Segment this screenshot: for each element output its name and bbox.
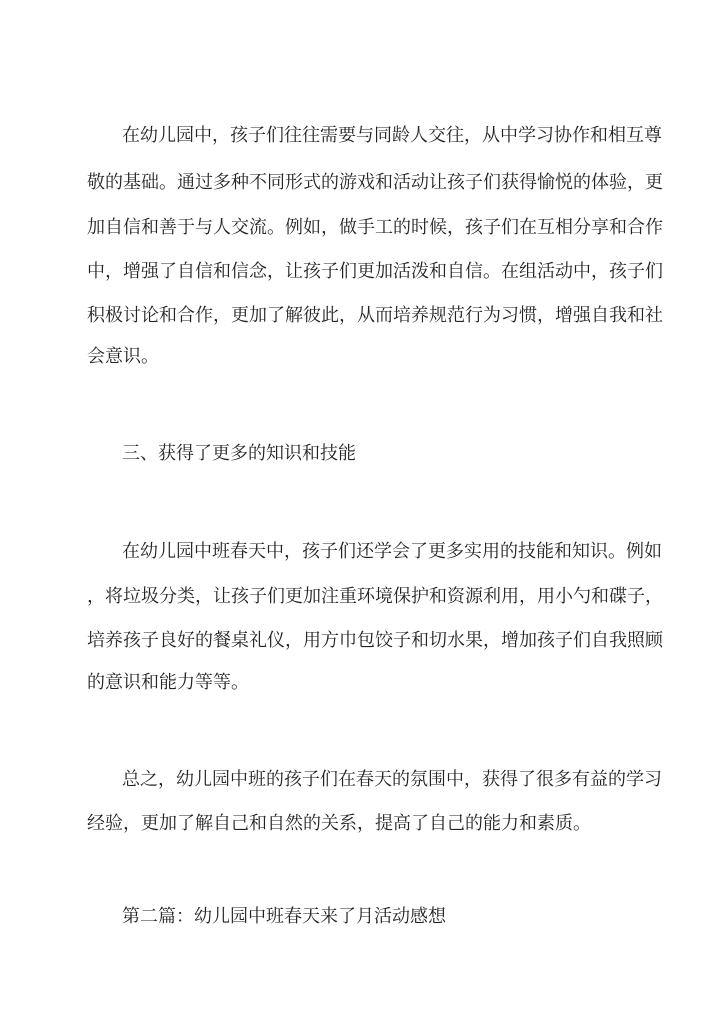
- part-two-heading: 第二篇：幼儿园中班春天来了月活动感想: [122, 906, 446, 927]
- paragraph-line: ，将垃圾分类，让孩子们更加注重环境保护和资源利用，用小勺和碟子，: [87, 586, 663, 607]
- paragraph-line: 在幼儿园中班春天中，孩子们还学会了更多实用的技能和知识。例如: [122, 541, 662, 562]
- paragraph-line: 的意识和能力等等。: [87, 672, 249, 693]
- section-heading: 三、获得了更多的知识和技能: [122, 443, 356, 464]
- paragraph-line: 敬的基础。通过多种不同形式的游戏和活动让孩子们获得愉悦的体验，更: [87, 172, 663, 193]
- paragraph-line: 在幼儿园中，孩子们往往需要与同龄人交往，从中学习协作和相互尊: [122, 125, 662, 146]
- paragraph-line: 中，增强了自信和信念，让孩子们更加活泼和自信。在组活动中，孩子们: [87, 261, 663, 282]
- paragraph-line: 经验，更加了解自己和自然的关系，提高了自己的能力和素质。: [87, 813, 591, 834]
- paragraph-line: 会意识。: [87, 346, 159, 367]
- paragraph-line: 总之，幼儿园中班的孩子们在春天的氛围中，获得了很多有益的学习: [122, 769, 662, 790]
- paragraph-line: 积极讨论和合作，更加了解彼此，从而培养规范行为习惯，增强自我和社: [87, 305, 663, 326]
- paragraph-line: 培养孩子良好的餐桌礼仪，用方巾包饺子和切水果，增加孩子们自我照顾: [87, 630, 663, 651]
- paragraph-line: 加自信和善于与人交流。例如，做手工的时候，孩子们在互相分享和合作: [87, 217, 663, 238]
